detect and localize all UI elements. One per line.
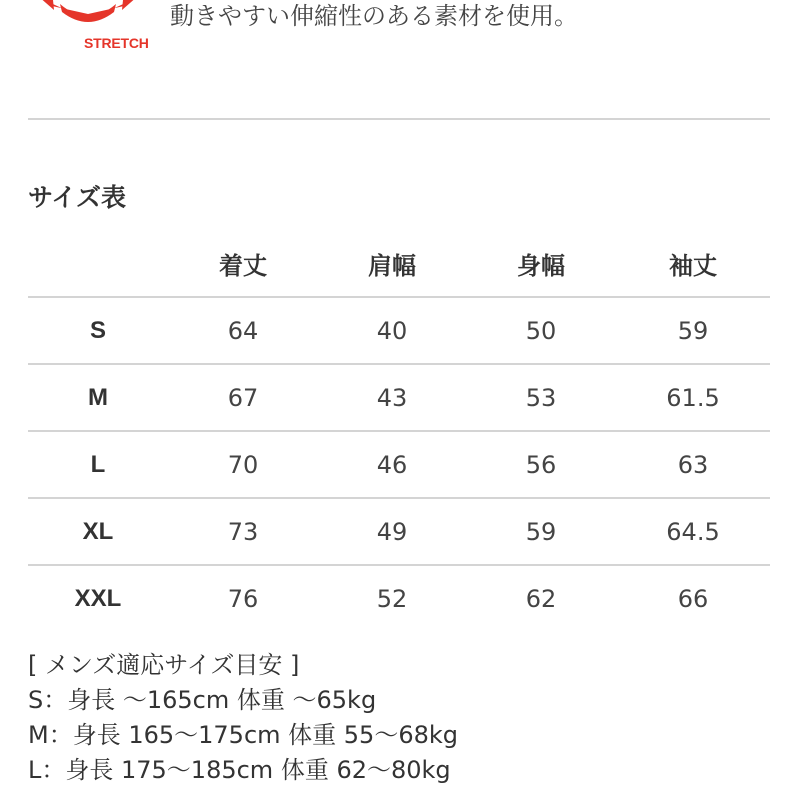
header-cell-length: 着丈 [219, 251, 267, 280]
table-row [28, 364, 770, 431]
table-cell: 64.5 [616, 498, 770, 565]
size-guide-line: L：身長 175〜185cm 体重 62〜80kg [28, 756, 451, 784]
size-guide [28, 648, 458, 788]
table-cell: 52 [318, 565, 466, 631]
stretch-label: STRETCH [84, 35, 149, 51]
table-cell: 64 [168, 297, 318, 364]
table-cell: 43 [318, 364, 466, 431]
size-label: M [28, 364, 168, 431]
table-cell: 62 [466, 565, 616, 631]
stretch-arrows-icon [30, 0, 150, 34]
table-cell: 66 [616, 565, 770, 631]
header-cell-chest: 身幅 [517, 251, 565, 280]
size-table-title: サイズ表 [28, 183, 127, 212]
size-guide-line: M：身長 165〜175cm 体重 55〜68kg [28, 721, 458, 749]
table-cell: 73 [168, 498, 318, 565]
feature-text: 動きやすい伸縮性のある素材を使用。 [170, 2, 578, 30]
size-label: XL [28, 498, 168, 565]
table-cell: 40 [318, 297, 466, 364]
table-cell: 46 [318, 431, 466, 498]
table-cell: 63 [616, 431, 770, 498]
table-cell: 61.5 [616, 364, 770, 431]
table-cell: 53 [466, 364, 616, 431]
size-label: XXL [28, 565, 168, 631]
table-cell: 59 [616, 297, 770, 364]
stretch-badge [30, 0, 150, 64]
table-cell: 50 [466, 297, 616, 364]
header-cell-shoulder: 肩幅 [368, 251, 416, 280]
table-row [28, 297, 770, 364]
size-guide-heading: [ メンズ適応サイズ目安 ] [28, 651, 300, 679]
table-row [28, 498, 770, 565]
table-row [28, 431, 770, 498]
size-guide-line: S：身長 〜165cm 体重 〜65kg [28, 686, 377, 714]
size-label: L [28, 431, 168, 498]
header-cell-sleeve: 袖丈 [669, 251, 717, 280]
table-cell: 59 [466, 498, 616, 565]
table-cell: 49 [318, 498, 466, 565]
table-cell: 76 [168, 565, 318, 631]
header-cell-empty [28, 230, 168, 297]
section-divider [28, 118, 770, 120]
table-cell: 67 [168, 364, 318, 431]
table-cell: 70 [168, 431, 318, 498]
size-table [28, 230, 770, 631]
table-row [28, 565, 770, 631]
size-label: S [28, 297, 168, 364]
table-header-row [28, 230, 770, 297]
table-cell: 56 [466, 431, 616, 498]
